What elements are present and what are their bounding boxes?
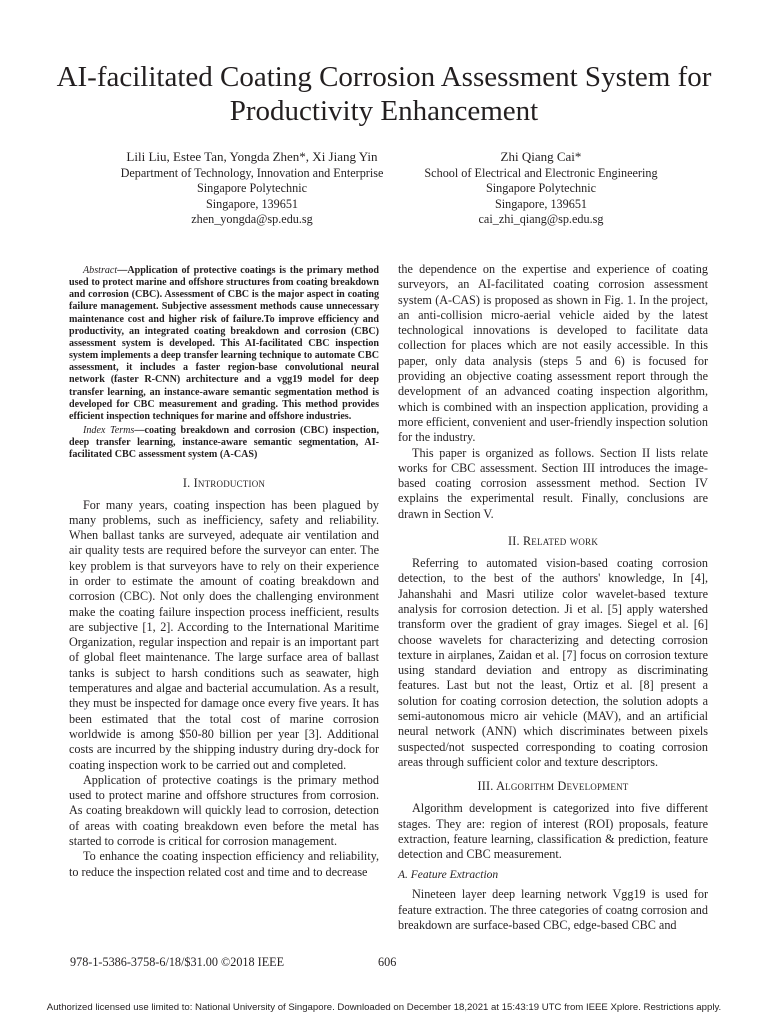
index-terms-text: —coating breakdown and corrosion (CBC) inspection, deep transfer learning, instance-aware semantic segmentation, AI-facilitated CBC assessment system (A-CAS) [69, 425, 379, 461]
author-organization: Singapore Polytechnic [196, 181, 307, 196]
section-heading-related-work: II. Related work [507, 534, 599, 549]
right-column [398, 262, 708, 933]
section-heading-introduction: I. Introduction [182, 475, 266, 490]
author-email: zhen_yongda@sp.edu.sg [191, 211, 313, 226]
paper-title: AI-facilitated Coating Corrosion Assessment System for Productivity Enhancement [56, 61, 712, 127]
intro-paragraph-3: To enhance the coating inspection efficiency and reliability, to reduce the inspection related cost and time and to decrease [69, 849, 379, 879]
author-block-right [410, 149, 672, 227]
author-names: Lili Liu, Estee Tan, Yongda Zhen*, Xi Jiang Yin [126, 149, 378, 164]
abstract-label: Abstract [83, 265, 118, 276]
author-department: School of Electrical and Electronic Engineering [424, 166, 658, 180]
organization-paragraph: This paper is organized as follows. Section II lists relate works for CBC assessment. Section III introduces the image-based coating corrosion assessment method. Section IV explains the experimental result. Finally, conclusions are drawn in Section V. [398, 445, 708, 521]
feature-extraction-paragraph: Nineteen layer deep learning network Vgg19 is used for feature extraction. The three categories of coatng corrosion and breakdown are surface-based CBC, edge-based CBC and [398, 887, 708, 932]
intro-paragraph-1: For many years, coating inspection has been plagued by many problems, such as inefficiency, safety and reliability. When ballast tanks are surveyed, adequate air ventilation and air quality tests are required before the surveyor can enter. The key problem is that surveyors have to rely on their experience in order to estimate the amount of coating breakdown and corrosion (CBC). Not only does the challenging environment make the coating failure inspection process inefficient, results are subjective [1, 2]. According to the International Maritime Organization, regular inspection and repair is an important part of global fleet maintenance. The large surface area of ballast tanks is subject to harsh conditions such as seawater, high temperatures and algae and bacterial accumulation. As a result, they must be inspected for damage once every five years. It has been estimated that the total cost of marine corrosion worldwide is among $50-80 billion per year [3]. Additional costs are incurred by the shipping industry during dry-dock for coating inspection work to be carried out and completed. [69, 497, 379, 772]
subsection-heading-feature-extraction: A. Feature Extraction [398, 869, 499, 882]
author-city: Singapore, 139651 [205, 196, 299, 211]
author-organization: Singapore Polytechnic [485, 181, 596, 196]
author-block-left [86, 149, 418, 227]
author-email: cai_zhi_qiang@sp.edu.sg [478, 211, 604, 226]
intro-paragraph-2: Application of protective coatings is the primary method used to protect marine and offshore structures from corrosion. As coating breakdown will quickly lead to corrosion, detection of areas with coating breakdown even before the metal has started to corrode is critical for corrosion management. [69, 772, 379, 849]
author-city: Singapore, 139651 [494, 196, 588, 211]
index-terms [69, 425, 379, 461]
left-column [69, 262, 379, 880]
abstract-text: —Application of protective coatings is the primary method used to protect marine and offshore structures from coating breakdown and corrosion (CBC). Assessment of CBC is the major aspect in coating failure management. Subjective assessment methods cause unnecessary maintenance cost and higher risk of failure.To improve efficiency and productivity, an integrated coating breakdown and corrosion (CBC) assessment system is developed. This AI-facilitated CBC inspection system implements a deep transfer learning technique to automate CBC assessment, it includes a faster region-base convolutional neural network (faster R-CNN) architecture and a vgg19 model for deep transfer learning, an instance-aware semantic segmentation method is developed for CBC measurement and grading. This method provides efficient inspection techniques for marine and offshore industries. [69, 265, 379, 422]
license-notice: Authorized licensed use limited to: National University of Singapore. Downloaded on December 18,2021 at 15:43:19 UTC from IEEE Xplore. Restrictions apply. [46, 1002, 722, 1013]
copyright-line: 978-1-5386-3758-6/18/$31.00 ©2018 IEEE [70, 955, 285, 969]
author-department: Department of Technology, Innovation and Enterprise [120, 166, 384, 180]
abstract [69, 265, 379, 423]
page-number: 606 [378, 955, 397, 969]
author-names: Zhi Qiang Cai* [500, 149, 582, 164]
algorithm-paragraph: Algorithm development is categorized into five different stages. They are: region of interest (ROI) proposals, feature extraction, feature learning, classification & prediction, feature detection and CBC measurement. [398, 801, 708, 862]
continued-paragraph: the dependence on the expertise and experience of coating surveyors, an AI-facilitated coating corrosion assessment system (A-CAS) is proposed as shown in Fig. 1. In the project, an anti-collision micro-aerial vehicle aided by the latest technological innovations is developed to facilitate data collection for places which are not easily accessible. In this paper, only data analysis (steps 5 and 6) is focused for providing an objective coating assessment report through the development of an advanced coating inspection algorithm, which is combined with an inspection application, providing a more efficient, convenient and user-friendly inspection solution for the industry. [398, 262, 708, 445]
section-heading-algorithm: III. Algorithm Development [477, 779, 629, 794]
index-terms-label: Index Terms [83, 425, 135, 437]
related-work-paragraph: Referring to automated vision-based coating corrosion detection, to the best of the authors' knowledge, In [4], Jahanshahi and Masri utilize color wavelet-based texture analysis for corrosion detection. Ji et al. [5] apply watershed transform over the gradient of gray images. Siegel et al. [6] choose wavelets for characterizing and detecting corrosion texture in airplanes, Zaidan et al. [7] focus on corrosion texture using standard deviation and entropy as discriminating features. Last but not the least, Ortiz et al. [8] present a solution for coating corrosion detection, the solution adopts a semi-autonomous micro air vehicle (MAV), and an artificial neural network (ANN) which discriminates between pixels suspected/not suspected corresponding to coating corrosion areas through sufficient color and texture descriptors. [398, 556, 708, 769]
